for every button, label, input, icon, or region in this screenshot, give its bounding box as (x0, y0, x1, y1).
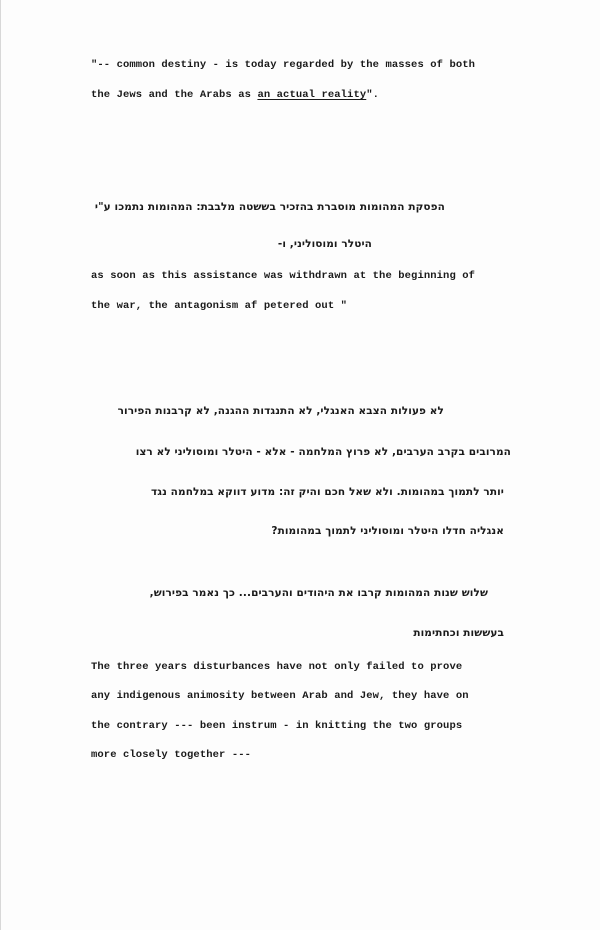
hebrew2-line3: יותר לתמוך במהומות. ולא שאל חכם והיק זה: מדוע דווקא במלחמה נגד (151, 486, 504, 498)
quote1-line2 (91, 88, 379, 102)
quote3-line2: any indigenous animosity between Arab and Jew, they have on (91, 690, 469, 702)
quote1-line2-end: ". (366, 89, 380, 101)
quote3-line4: more closely together --- (91, 749, 252, 761)
quote3-line3: the contrary --- been instrum - in knitting the two groups (91, 720, 463, 732)
quote2-line2: the war, the antagonism af petered out " (91, 300, 348, 312)
hebrew2-line4: אנגליה חדלו היטלר ומוסוליני לתמוך במהומות? (271, 525, 504, 537)
hebrew1-line1: הפסקת המהומות מוסברת בהזכיר בששטה מלבבת: המהומות נתמכו ע"י (94, 201, 445, 213)
hebrew1-line2: היטלר ומוסוליני, ו- (277, 238, 372, 250)
hebrew3-line2: בעששות וכחתימות (413, 627, 504, 639)
hebrew3-line1: שלוש שנות המהומות קרבו את היהודים והערבים... כך נאמר בפירוש, (149, 587, 488, 599)
quote1-line1: "-- common destiny - is today regarded by the masses of both (91, 59, 476, 71)
underlined-phrase: an actual reality (257, 89, 367, 101)
hebrew2-line2: המרובים בקרב הערבים, לא פרוץ המלחמה - אלא - היטלר ומוסוליני לא רצו (135, 446, 511, 458)
quote1-line2-text: the Jews and the Arabs as (91, 89, 258, 101)
quote3-line1: The three years disturbances have not only failed to prove (91, 661, 463, 673)
quote2-line1: as soon as this assistance was withdrawn at the beginning of (91, 270, 476, 282)
hebrew2-line1: לא פעולות הצבא האנגלי, לא התנגדות ההגנה, לא קרבנות הפירור (117, 405, 444, 417)
